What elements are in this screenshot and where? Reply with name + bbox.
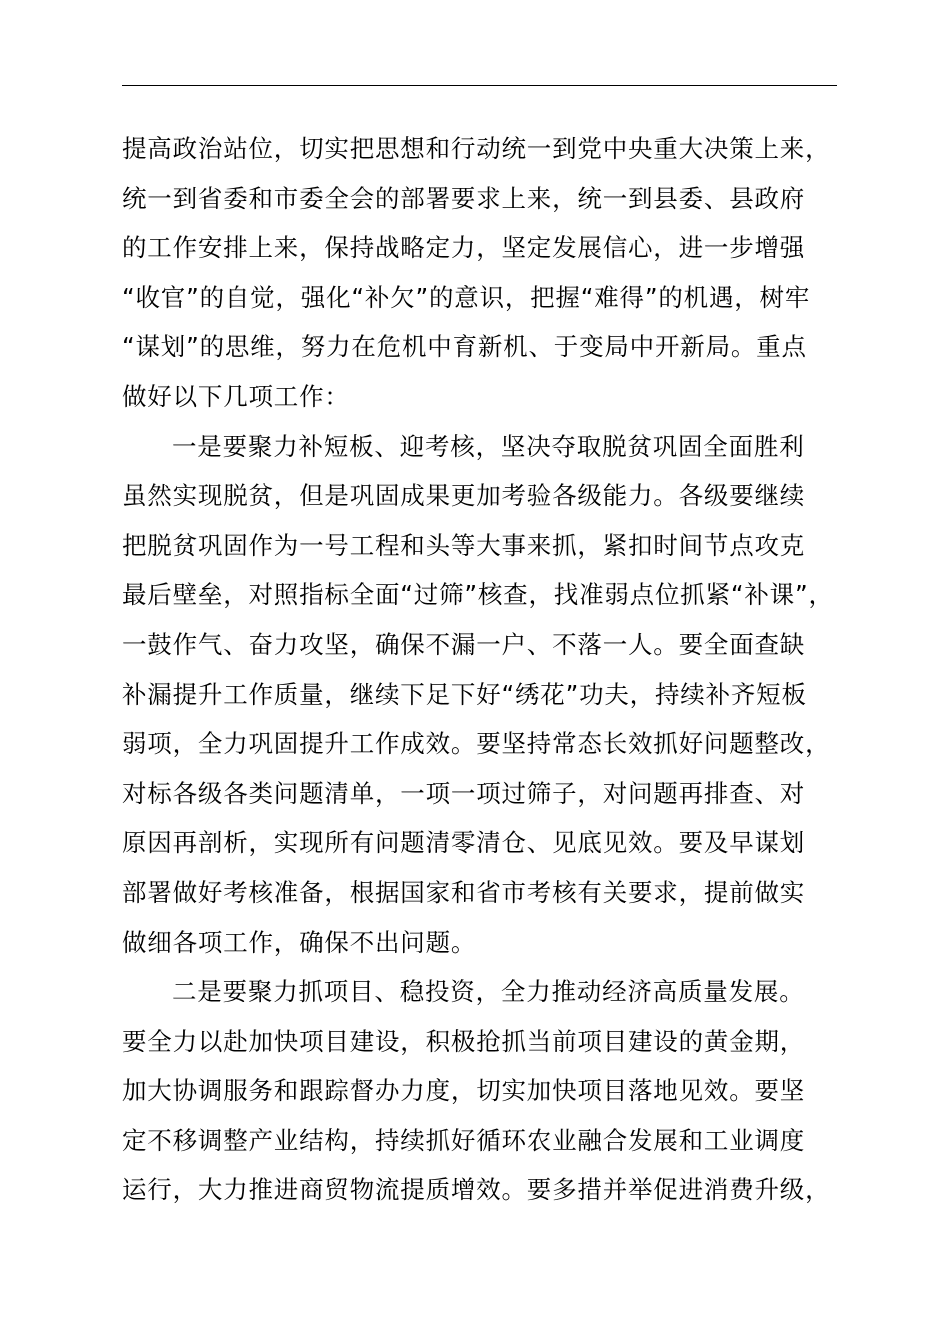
- text-line: 部署做好考核准备，根据国家和省市考核有关要求，提前做实: [122, 877, 806, 907]
- text-line: 原因再剖析，实现所有问题清零清仓、见底见效。要及早谋划: [122, 828, 806, 858]
- body-text: [122, 124, 872, 1215]
- text-line: “收官”的自觉，强化“补欠”的意识，把握“难得”的机遇，树牢: [122, 282, 811, 312]
- text-line: 定不移调整产业结构，持续抓好循环农业融合发展和工业调度: [122, 1125, 806, 1155]
- text-line: 提高政治站位，切实把思想和行动统一到党中央重大决策上来，: [122, 134, 831, 163]
- header-rule: [122, 85, 837, 86]
- text-line: 把脱贫巩固作为一号工程和头等大事来抓，紧扣时间节点攻克: [122, 530, 806, 560]
- text-line: 统一到省委和市委全会的部署要求上来，统一到县委、县政府: [122, 183, 806, 213]
- text-line: 虽然实现脱贫，但是巩固成果更加考验各级能力。各级要继续: [122, 481, 806, 511]
- text-line: 要全力以赴加快项目建设，积极抢抓当前项目建设的黄金期，: [122, 1026, 806, 1056]
- text-line: 弱项，全力巩固提升工作成效。要坚持常态长效抓好问题整改，: [122, 729, 831, 759]
- text-line: 做细各项工作，确保不出问题。: [122, 927, 477, 957]
- text-line: 的工作安排上来，保持战略定力，坚定发展信心，进一步增强: [122, 233, 806, 263]
- text-line: 最后壁垒，对照指标全面“过筛”核查，找准弱点位抓紧“补课”，: [122, 580, 834, 610]
- text-line: 一鼓作气、奋力攻坚，确保不漏一户、不落一人。要全面查缺: [122, 629, 806, 659]
- text-line: “谋划”的思维，努力在危机中育新机、于变局中开新局。重点: [122, 332, 807, 362]
- text-line: 做好以下几项工作：: [122, 381, 350, 411]
- text-line: 运行，大力推进商贸物流提质增效。要多措并举促进消费升级，: [122, 1175, 831, 1205]
- paragraph-heading-2: 二是要聚力抓项目、稳投资，全力推动经济高质量发展。: [172, 977, 805, 1007]
- text-line: 加大协调服务和跟踪督办力度，切实加快项目落地见效。要坚: [122, 1076, 806, 1106]
- text-line: 补漏提升工作质量，继续下足下好“绣花”功夫，持续补齐短板: [122, 679, 807, 709]
- paragraph-heading-1: 一是要聚力补短板、迎考核，坚决夺取脱贫巩固全面胜利: [172, 431, 805, 461]
- text-line: 对标各级各类问题清单，一项一项过筛子，对问题再排查、对: [122, 778, 806, 808]
